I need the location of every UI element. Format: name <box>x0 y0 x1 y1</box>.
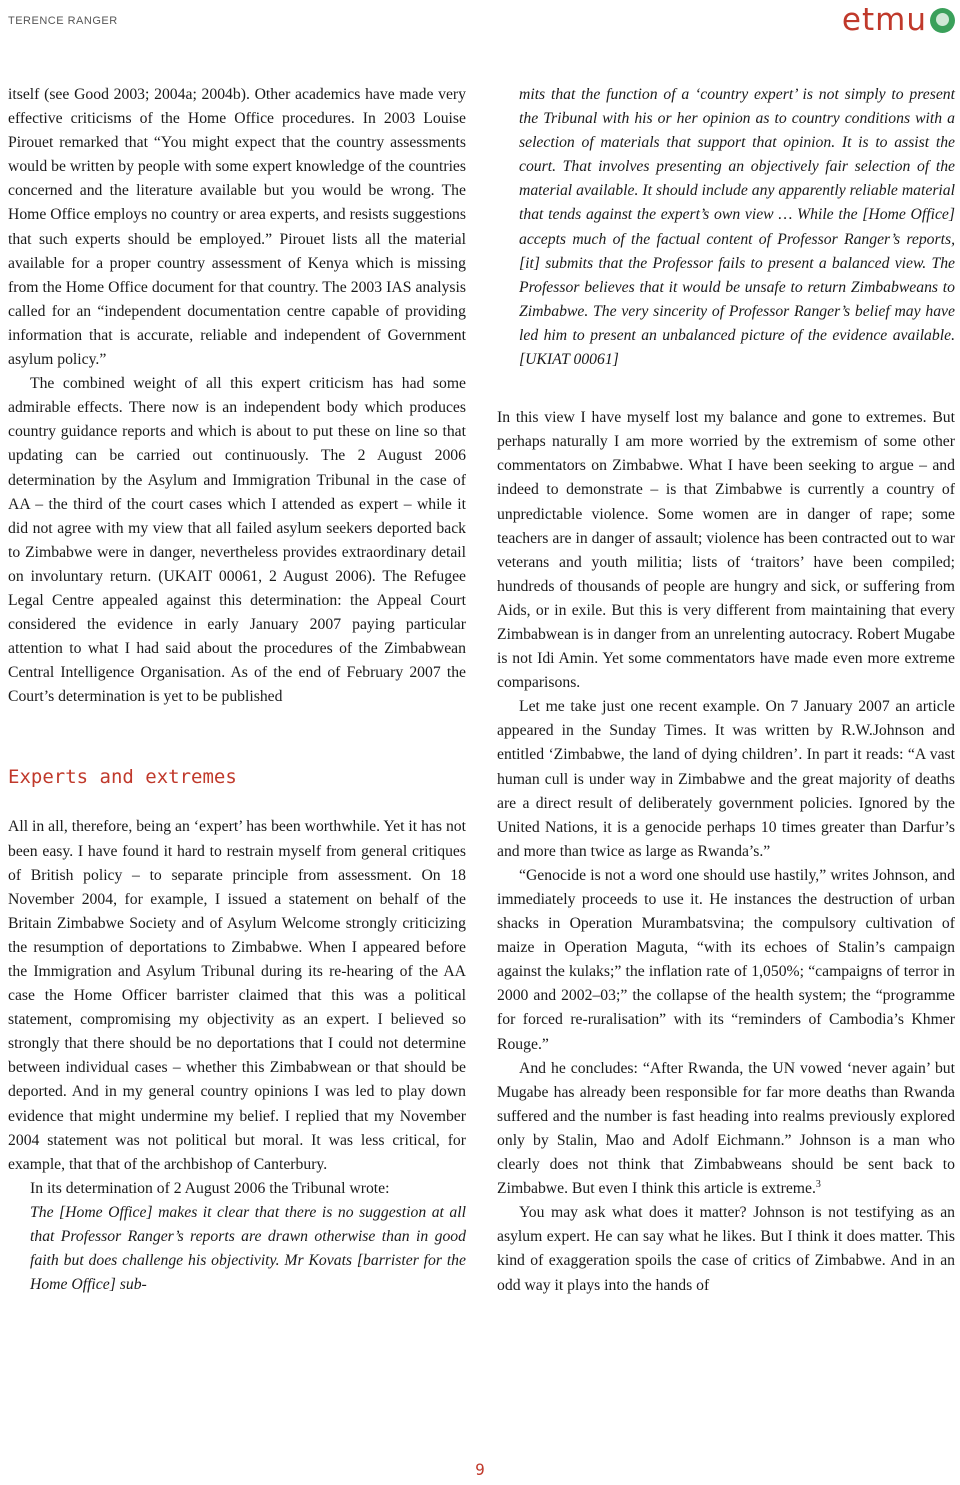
paragraph: You may ask what does it matter? Johnson is not testifying as an asylum expert. He can say what he likes. But I think it does matter. This kind of exaggeration spoils the case of critics of Zimbabwe. And in an odd way it plays into the hands of <box>497 1204 955 1294</box>
paragraph: itself (see Good 2003; 2004a; 2004b). Other academics have made very effective criticisms of the Home Office procedures. In 2003 Louise Pirouet remarked that “You might expect that the country assessments would be written by people with some expert knowledge of the countries concerned and the literature available but you would be wrong. The Home Office employs no country or area experts, and resists suggestions that such experts should be employed.” Pirouet lists all the material available for a proper country assessment of Kenya which is missing from the Home Office document for that country. The 2003 IAS analysis called for an “independent documentation centre capable of providing information that is accurate, reliable and independent of Government asylum policy.” <box>8 86 466 369</box>
paragraph <box>497 1057 955 1202</box>
running-head: TERENCE RANGER <box>8 15 118 27</box>
paragraph: All in all, therefore, being an ‘expert’ has been worthwhile. Yet it has not been easy. I have found it hard to restrain myself from general critiques of British policy – to separate principle from assessment. On 18 November 2004, for example, I issued a statement on behalf of the Britain Zimbabwe Society and of Asylum Welcome strongly criticizing the resumption of deportations to Zimbabwe. When I appeared before the Immigration and Asylum Tribunal during its re-hearing of the AA case the Home Officer barrister claimed that this was a political statement, compromising my objectivity as an expert. I believed so strongly that there should be no deportations that I could not determine between individual cases – whether this Zimbabwean or that should be deported. And in my general country opinions I was led to play down evidence that might undermine my belief. I replied that my November 2004 statement was not political but moral. It was less critical, for example, that that of the archbishop of Canterbury. <box>8 818 466 1173</box>
logo-text: etmu <box>841 1 927 38</box>
section-heading: Experts and extremes <box>8 766 237 789</box>
left-column <box>8 83 466 1297</box>
paragraph: “Genocide is not a word one should use hastily,” writes Johnson, and immediately proceeds to use it. He instances the destruction of urban shacks in Operation Murambatsvina; the compulsory cultivation of maize in Operation Maguta, “with its echoes of Stalin’s campaign against the kulaks;” the inflation rate of 1,050%; “campaigns of terror in 2000 and 2002–03;” the collapse of the health system; the “programme for forced re-ruralisation” with its “reminders of Cambodia’s Khmer Rouge.” <box>497 866 955 1053</box>
footnote-marker[interactable]: 3 <box>815 1178 821 1190</box>
paragraph: In its determination of 2 August 2006 the Tribunal wrote: <box>30 1179 390 1197</box>
paragraph: The combined weight of all this expert criticism has had some admirable effects. There now is an independent body which produces country guidance reports and which is about to put these on line so that updating can be carried out continuously. The 2 August 2006 determination by the Asylum and Immigration Tribunal in the case of AA – the third of the court cases which I attended as expert – while it did not agree with my view that all failed asylum seekers deported back to Zimbabwe were in danger, nevertheless provides extraordinary detail on involuntary return. (UKAIT 00061, 2 August 2006). The Refugee Legal Centre appealed against this determination: the Appeal Court considered the evidence in early January 2007 paying particular attention to what I had said about the procedures of the Zimbabwean Central Intelligence Organisation. As of the end of February 2007 the Court’s determination is yet to be published <box>8 375 466 706</box>
circle-logo-icon <box>930 8 955 33</box>
block-quote-continued: mits that the function of a ‘country expert’ is not simply to present the Tribunal with his or her opinion as to country conditions with a selection of materials that support that opinion. It is to assist the court. That involves presenting an objectively fair selection of the material available. It should include any apparently reliable material that tends against the expert’s own view … While the [Home Office] accepts much of the factual content of Professor Ranger’s reports, [it] submits that the Professor fails to present a balanced view. The Professor believes that it would be unsafe to return Zimbabweans to Zimbabwe. The very sincerity of Professor Ranger’s belief may have led him to present an unbalanced picture of the evidence available. [UKIAT 00061] <box>519 86 955 369</box>
block-quote: The [Home Office] makes it clear that there is no suggestion at all that Professor Ranger’s reports are drawn otherwise than in good faith but does challenge his objectivity. Mr Kovats [barrister for the Home Office] sub- <box>30 1203 466 1294</box>
page-number: 9 <box>475 1460 485 1479</box>
right-column <box>497 83 955 1298</box>
paragraph-text: And he concludes: “After Rwanda, the UN vowed ‘never again’ but Mugabe has already been responsible for far more deaths than Rwanda suffered and the number is fast heading into realms previously explored only by Stalin, Mao and Adolf Eichmann.” Johnson is a man who clearly does not think that Zimbabweans should be sent back to Zimbabwe. But even I think this article is extreme. <box>497 1059 955 1198</box>
paragraph: Let me take just one recent example. On 7 January 2007 an article appeared in the Sunday Times. It was written by R.W.Johnson and entitled ‘Zimbabwe, the land of dying children’. In part it reads: “A vast human cull is under way in Zimbabwe and the great majority of deaths are a direct result of deliberately government policies. Ignored by the United Nations, it is a genocide perhaps 10 times greater than Darfur’s and more than twice as large as Rwanda’s.” <box>497 698 955 860</box>
paragraph: In this view I have myself lost my balance and gone to extremes. But perhaps naturally I am more worried by the extremism of some other commentators on Zimbabwe. What I have been seeking to argue – and indeed to demonstrate – is that Zimbabwe is currently a country of unpredictable violence. Some women are in danger of rape; some teachers are in danger of assault; violence has been contracted out to war veterans and youth militia; lists of ‘traitors’ have been compiled; hundreds of thousands of people are hungry and sick, or suffering from Aids, or in exile. But this is very different from maintaining that every Zimbabwean is in danger from an unrelenting autocracy. Robert Mugabe is not Idi Amin. Yet some commentators have made even more extreme comparisons. <box>497 409 955 692</box>
etmu-logo <box>842 2 955 38</box>
